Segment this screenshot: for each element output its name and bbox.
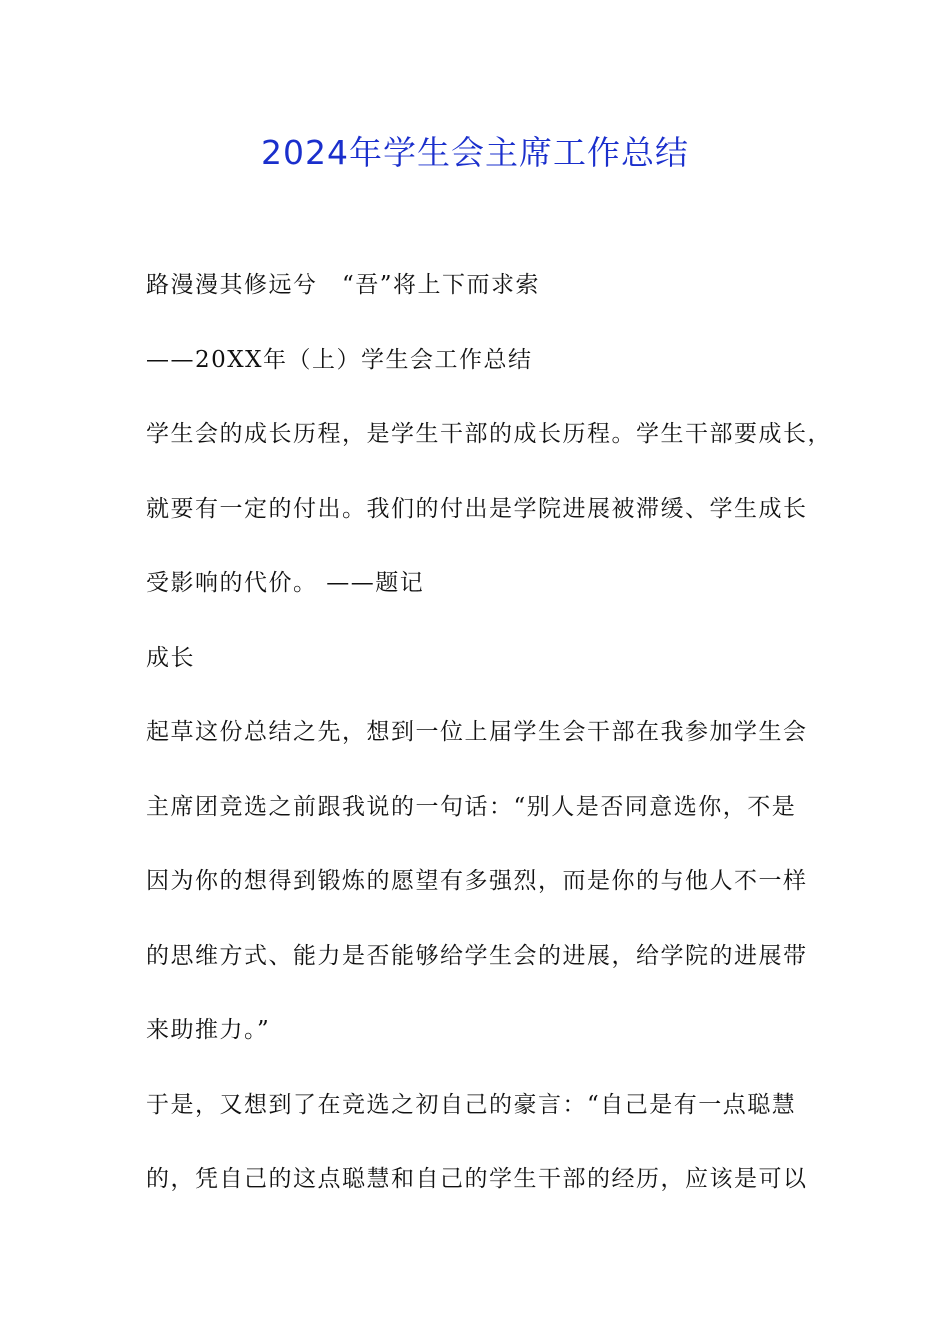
text-line: 来助推力。” [146,1017,271,1043]
text-line: ——20XX年（上）学生会工作总结 [146,346,533,373]
text-line: 路漫漫其修远兮 “吾”将上下而求索 [146,272,541,298]
text-line: 学生会的成长历程，是学生干部的成长历程。学生干部要成长， [146,421,832,447]
document-title: 2024年学生会主席工作总结 [261,133,689,172]
text-line: 就要有一定的付出。我们的付出是学院进展被滞缓、学生成长 [146,495,808,522]
section-heading: 成长 [146,644,195,671]
text-line: 于是，又想到了在竞选之初自己的豪言：“自己是有一点聪慧 [146,1091,797,1118]
text-line: 起草这份总结之先，想到一位上届学生会干部在我参加学生会 [146,719,808,745]
text-line: 主席团竞选之前跟我说的一句话：“别人是否同意选你，不是 [146,793,797,820]
text-line: 受影响的代价。 ——题记 [146,570,425,596]
document-body [146,262,832,1231]
text-line: 的思维方式、能力是否能够给学生会的进展，给学院的进展带 [146,942,808,969]
text-line: 因为你的想得到锻炼的愿望有多强烈，而是你的与他人不一样 [146,868,808,894]
text-line: 的，凭自己的这点聪慧和自己的学生干部的经历，应该是可以 [146,1166,808,1192]
